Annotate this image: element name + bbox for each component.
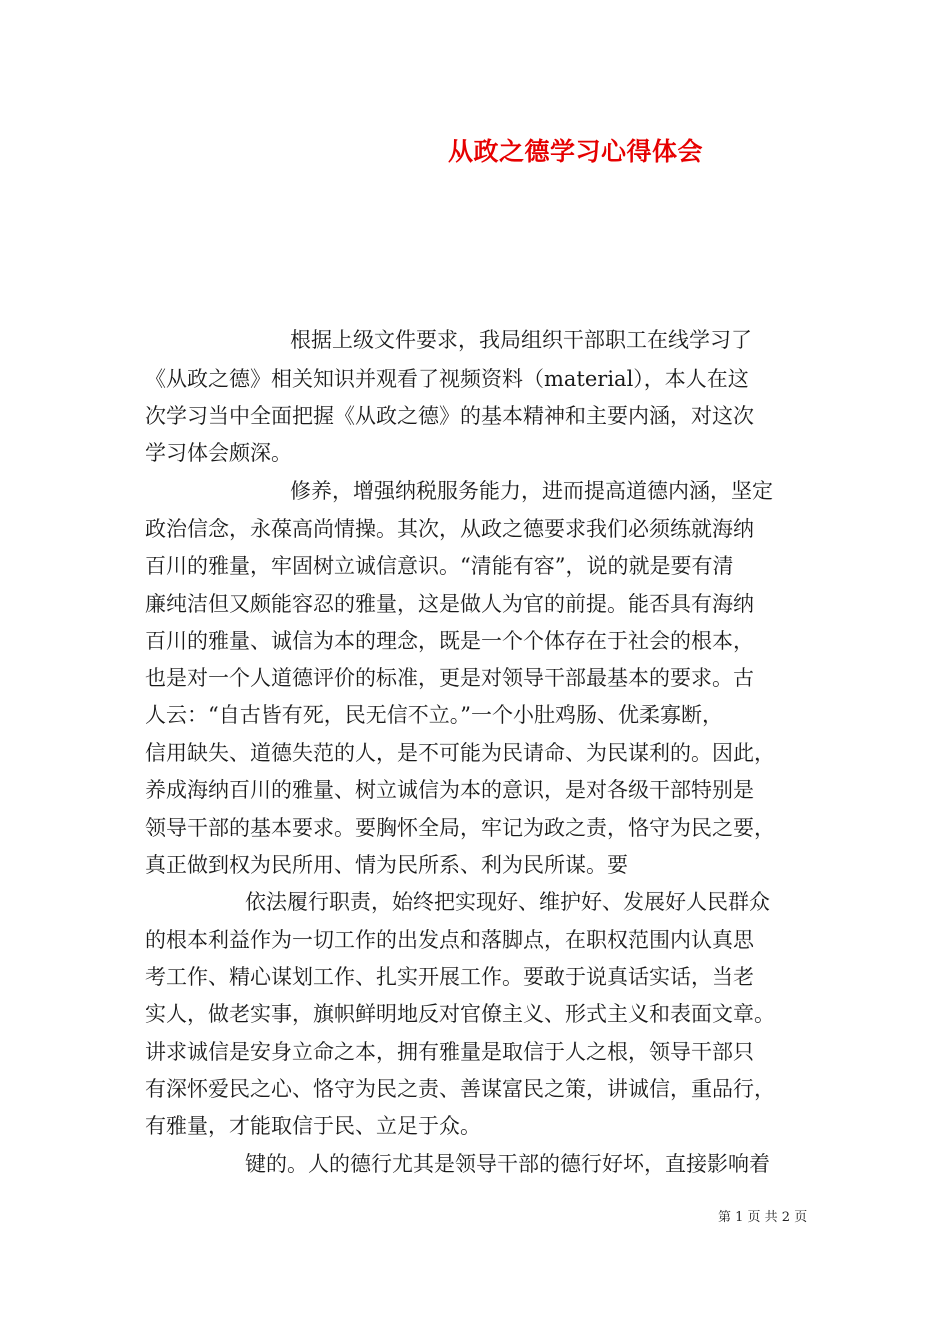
document-title: 从政之德学习心得体会 (448, 137, 704, 166)
page-number: 第 1 页 共 2 页 (718, 1210, 808, 1225)
text-line: 的根本利益作为一切工作的出发点和落脚点，在职权范围内认真思 (145, 928, 754, 952)
text-line: 真正做到权为民所用、情为民所系、利为民所谋。要 (145, 853, 628, 877)
text-line: 讲求诚信是安身立命之本，拥有雅量是取信于人之根，领导干部只 (145, 1040, 754, 1064)
text-line: 修养，增强纳税服务能力，进而提高道德内涵，坚定 (290, 479, 773, 503)
text-line: 有深怀爱民之心、恪守为民之责、善谋富民之策，讲诚信，重品行， (145, 1077, 775, 1101)
text-line: 次学习当中全面把握《从政之德》的基本精神和主要内涵，对这次 (145, 404, 754, 428)
text-line: 有雅量，才能取信于民、立足于众。 (145, 1114, 481, 1138)
text-line: 键的。人的德行尤其是领导干部的德行好坏，直接影响着 (245, 1152, 770, 1176)
text-line: 《从政之德》相关知识并观看了视频资料（material），本人在这 (145, 367, 749, 391)
text-line: 廉纯洁但又颇能容忍的雅量，这是做人为官的前提。能否具有海纳 (145, 592, 754, 616)
text-line: 养成海纳百川的雅量、树立诚信为本的意识，是对各级干部特别是 (145, 778, 754, 802)
text-line: 人云：“自古皆有死，民无信不立。”一个小肚鸡肠、优柔寡断， (145, 703, 723, 727)
text-line: 百川的雅量、诚信为本的理念，既是一个个体存在于社会的根本， (145, 629, 754, 653)
text-line: 百川的雅量，牢固树立诚信意识。“清能有容”，说的就是要有清 (145, 554, 734, 578)
text-line: 实人，做老实事，旗帜鲜明地反对官僚主义、形式主义和表面文章。 (145, 1002, 775, 1026)
text-line: 政治信念，永葆高尚情操。其次，从政之德要求我们必须练就海纳 (145, 517, 754, 541)
text-line: 根据上级文件要求，我局组织干部职工在线学习了 (290, 328, 752, 352)
text-line: 学习体会颇深。 (145, 441, 292, 465)
text-line: 领导干部的基本要求。要胸怀全局，牢记为政之责，恪守为民之要， (145, 816, 775, 840)
text-line: 依法履行职责，始终把实现好、维护好、发展好人民群众 (245, 890, 770, 914)
text-line: 也是对一个人道德评价的标准，更是对领导干部最基本的要求。古 (145, 666, 754, 690)
text-line: 信用缺失、道德失范的人，是不可能为民请命、为民谋利的。因此， (145, 741, 775, 765)
text-line: 考工作、精心谋划工作、扎实开展工作。要敢于说真话实话，当老 (145, 965, 754, 989)
